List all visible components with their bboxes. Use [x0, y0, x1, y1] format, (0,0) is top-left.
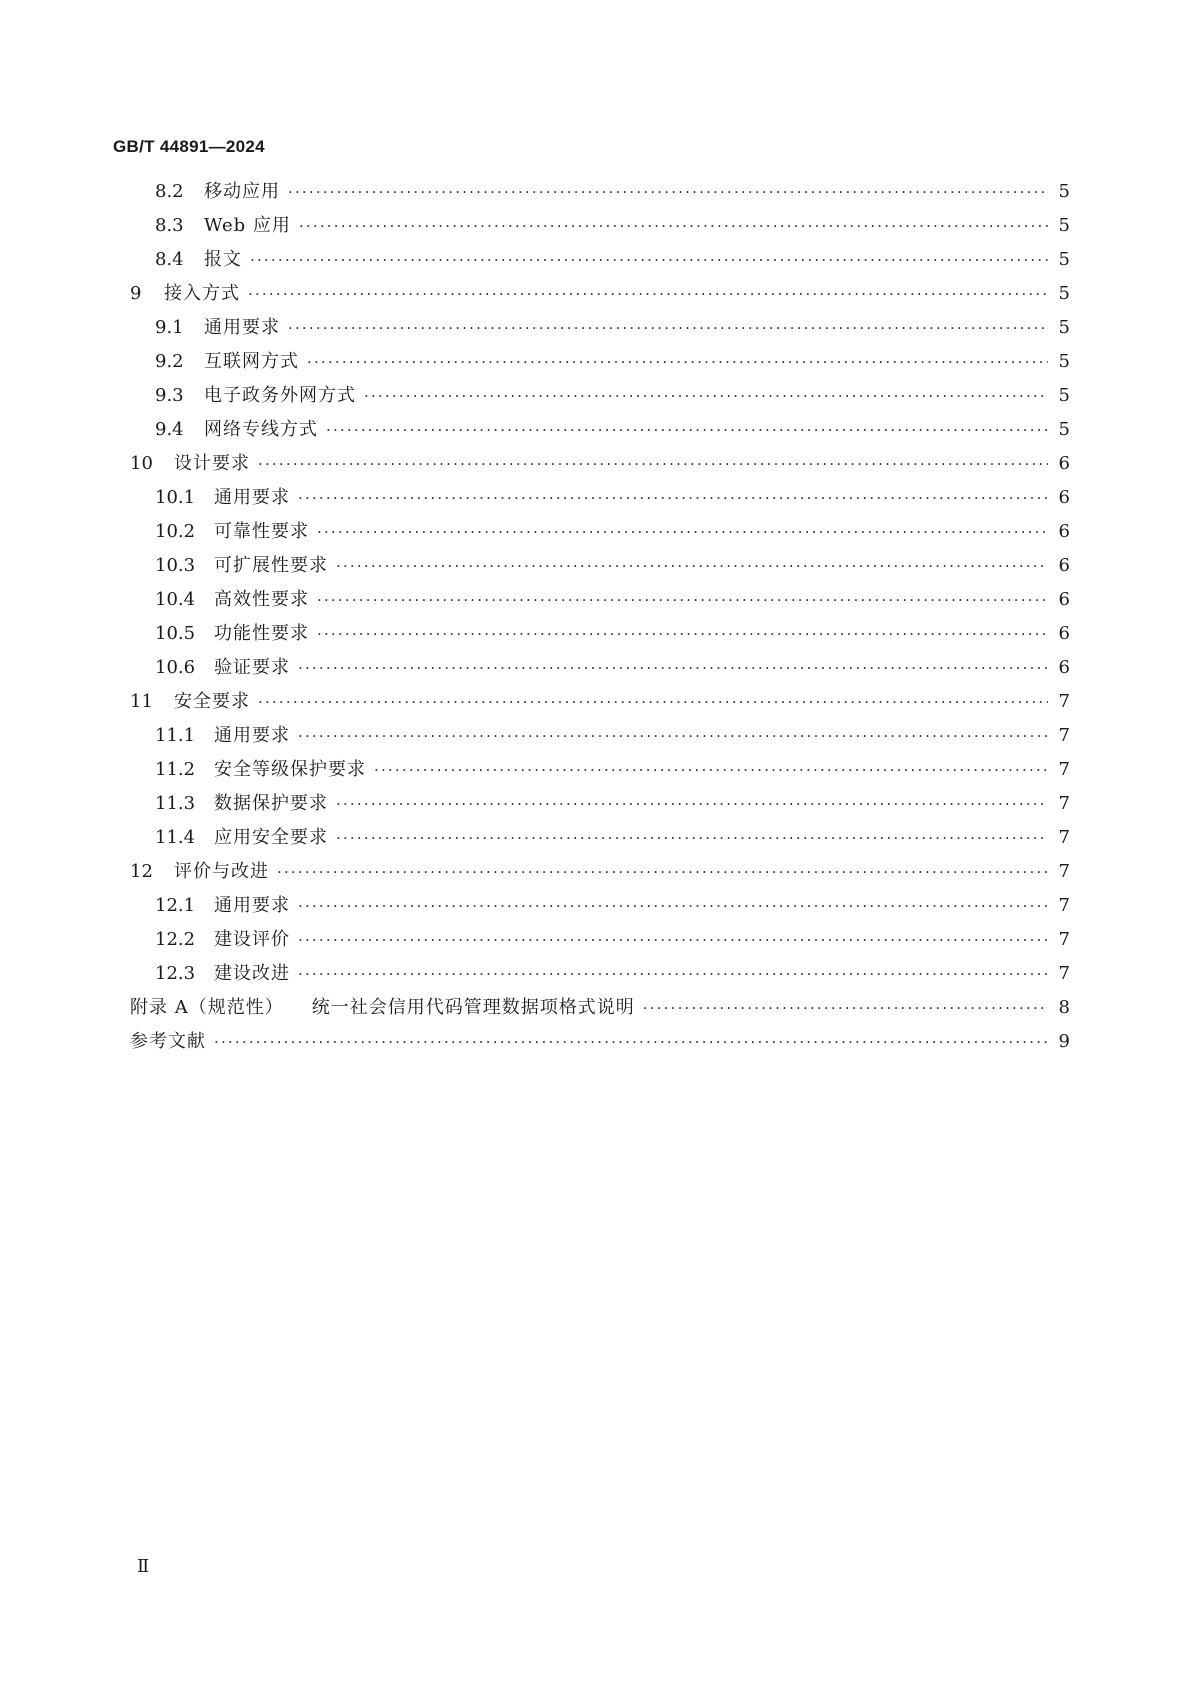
- toc-entry-9-4[interactable]: [155, 415, 1070, 445]
- toc-entry-number: 8.2: [155, 181, 184, 202]
- toc-leader-dots: [298, 483, 1048, 513]
- toc-leader-dots: [214, 1027, 1048, 1057]
- toc-entry-number: 10.3: [155, 555, 196, 576]
- toc-entry-number: 9.1: [155, 317, 184, 338]
- toc-entry-page: 5: [1058, 385, 1070, 406]
- toc-leader-dots: [317, 619, 1048, 649]
- toc-leader-dots: [317, 517, 1048, 547]
- toc-entry-11-1[interactable]: [155, 721, 1070, 751]
- toc-entry-page: 6: [1058, 589, 1070, 610]
- toc-leader-dots: [307, 347, 1048, 377]
- toc-leader-dots: [643, 993, 1048, 1023]
- toc-entry-title: 安全要求: [174, 691, 250, 712]
- toc-leader-dots: [336, 823, 1048, 853]
- toc-entry-title: 通用要求: [214, 487, 290, 508]
- toc-entry-number: 8.3: [155, 215, 184, 236]
- toc-entry-title: 评价与改进: [174, 861, 269, 882]
- toc-entry-number: 9.4: [155, 419, 184, 440]
- toc-entry-page: 6: [1058, 453, 1070, 474]
- toc-leader-dots: [336, 551, 1048, 581]
- toc-entry-number: 11.3: [155, 793, 196, 814]
- toc-entry-page: 7: [1058, 861, 1070, 882]
- toc-entry-11[interactable]: [130, 687, 1070, 717]
- toc-entry-page: 5: [1058, 181, 1070, 202]
- toc-entry-title: 通用要求: [204, 317, 280, 338]
- standard-code: GB/T 44891—2024: [113, 137, 265, 156]
- toc-entry-10-3[interactable]: [155, 551, 1070, 581]
- toc-entry-9-2[interactable]: [155, 347, 1070, 377]
- toc-entry-page: 7: [1058, 793, 1070, 814]
- toc-leader-dots: [258, 449, 1048, 479]
- toc-entry-page: 9: [1058, 1031, 1070, 1052]
- toc-entry-number: 10.1: [155, 487, 196, 508]
- toc-entry-10[interactable]: [130, 449, 1070, 479]
- toc-entry-page: 7: [1058, 691, 1070, 712]
- toc-entry-page: 7: [1058, 929, 1070, 950]
- toc-leader-dots: [336, 789, 1048, 819]
- toc-entry-number: 8.4: [155, 249, 184, 270]
- toc-leader-dots: [317, 585, 1048, 615]
- toc-leader-dots: [364, 381, 1048, 411]
- toc-entry-8-3[interactable]: [155, 211, 1070, 241]
- toc-leader-dots: [298, 891, 1048, 921]
- toc-entry-number: 10.6: [155, 657, 196, 678]
- toc-leader-dots: [248, 279, 1048, 309]
- toc-entry-title: 安全等级保护要求: [214, 759, 366, 780]
- toc-leader-dots: [277, 857, 1048, 887]
- toc-leader-dots: [299, 211, 1048, 241]
- toc-entry-page: 5: [1058, 351, 1070, 372]
- toc-entry-page: 5: [1058, 317, 1070, 338]
- toc-entry-number: 12.3: [155, 963, 196, 984]
- toc-entry-number: 9: [130, 283, 142, 304]
- toc-entry-number: 10.4: [155, 589, 196, 610]
- toc-entry-title: 高效性要求: [214, 589, 309, 610]
- toc-entry-title: 建设改进: [214, 963, 290, 984]
- toc-entry-11-3[interactable]: [155, 789, 1070, 819]
- toc-entry-10-2[interactable]: [155, 517, 1070, 547]
- toc-entry-10-6[interactable]: [155, 653, 1070, 683]
- toc-entry-11-4[interactable]: [155, 823, 1070, 853]
- toc-entry-title: 可靠性要求: [214, 521, 309, 542]
- toc-entry-page: 6: [1058, 657, 1070, 678]
- toc-entry-number: 11.4: [155, 827, 196, 848]
- toc-leader-dots: [298, 959, 1048, 989]
- toc-entry-12[interactable]: [130, 857, 1070, 887]
- toc-entry-10-5[interactable]: [155, 619, 1070, 649]
- toc-entry-title: 功能性要求: [214, 623, 309, 644]
- toc-entry-references[interactable]: [130, 1027, 1070, 1057]
- toc-entry-title: 建设评价: [214, 929, 290, 950]
- footer-page-number: Ⅱ: [137, 1556, 150, 1577]
- toc-entry-number: 9.2: [155, 351, 184, 372]
- toc-entry-page: 5: [1058, 419, 1070, 440]
- toc-leader-dots: [298, 653, 1048, 683]
- toc-entry-page: 7: [1058, 759, 1070, 780]
- toc-entry-number: 12.1: [155, 895, 196, 916]
- toc-entry-appendix-a[interactable]: [130, 993, 1070, 1023]
- toc-entry-12-3[interactable]: [155, 959, 1070, 989]
- toc-entry-title: 通用要求: [214, 725, 290, 746]
- toc-entry-number: 11.2: [155, 759, 196, 780]
- toc-entry-title: 应用安全要求: [214, 827, 328, 848]
- toc-entry-page: 5: [1058, 283, 1070, 304]
- toc-entry-number: 12.2: [155, 929, 196, 950]
- toc-entry-10-4[interactable]: [155, 585, 1070, 615]
- toc-leader-dots: [288, 177, 1048, 207]
- toc-entry-8-2[interactable]: [155, 177, 1070, 207]
- toc-entry-number: 12: [130, 861, 153, 882]
- toc-entry-title: 互联网方式: [204, 351, 299, 372]
- toc-entry-page: 7: [1058, 827, 1070, 848]
- toc-entry-page: 7: [1058, 895, 1070, 916]
- toc-entry-9[interactable]: [130, 279, 1070, 309]
- toc-entry-12-1[interactable]: [155, 891, 1070, 921]
- toc-entry-12-2[interactable]: [155, 925, 1070, 955]
- toc-entry-number: 11.1: [155, 725, 196, 746]
- toc-entry-10-1[interactable]: [155, 483, 1070, 513]
- appendix-label: 附录 A（规范性）: [130, 997, 284, 1018]
- toc-leader-dots: [374, 755, 1048, 785]
- toc-entry-page: 8: [1058, 997, 1070, 1018]
- toc-entry-title: 网络专线方式: [204, 419, 318, 440]
- toc-entry-11-2[interactable]: [155, 755, 1070, 785]
- toc-entry-title: 验证要求: [214, 657, 290, 678]
- toc-entry-page: 6: [1058, 555, 1070, 576]
- toc-entry-number: 11: [130, 691, 153, 712]
- toc-entry-number: 10.5: [155, 623, 196, 644]
- toc-leader-dots: [250, 245, 1048, 275]
- toc-leader-dots: [326, 415, 1048, 445]
- toc-entry-page: 5: [1058, 215, 1070, 236]
- toc-entry-title: 可扩展性要求: [214, 555, 328, 576]
- toc-entry-page: 6: [1058, 623, 1070, 644]
- toc-entry-title: 参考文献: [130, 1031, 206, 1052]
- toc-leader-dots: [258, 687, 1048, 717]
- toc-entry-page: 6: [1058, 521, 1070, 542]
- toc-entry-title: 报文: [204, 249, 242, 270]
- toc-entry-title: Web 应用: [204, 215, 291, 236]
- toc-entry-page: 5: [1058, 249, 1070, 270]
- toc-leader-dots: [298, 721, 1048, 751]
- toc-entry-page: 6: [1058, 487, 1070, 508]
- toc-entry-title: 移动应用: [204, 181, 280, 202]
- toc-entry-9-3[interactable]: [155, 381, 1070, 411]
- toc-entry-number: 10.2: [155, 521, 196, 542]
- toc-entry-page: 7: [1058, 963, 1070, 984]
- toc-entry-number: 10: [130, 453, 153, 474]
- toc-entry-title: 数据保护要求: [214, 793, 328, 814]
- toc-entry-title: 设计要求: [174, 453, 250, 474]
- toc-entry-8-4[interactable]: [155, 245, 1070, 275]
- toc-entry-title: 电子政务外网方式: [204, 385, 356, 406]
- toc-entry-title: 统一社会信用代码管理数据项格式说明: [311, 997, 635, 1018]
- toc-entry-number: 9.3: [155, 385, 184, 406]
- toc-entry-9-1[interactable]: [155, 313, 1070, 343]
- toc-entry-title: 通用要求: [214, 895, 290, 916]
- toc-leader-dots: [288, 313, 1048, 343]
- toc-entry-page: 7: [1058, 725, 1070, 746]
- toc-leader-dots: [298, 925, 1048, 955]
- toc-entry-title: 接入方式: [164, 283, 240, 304]
